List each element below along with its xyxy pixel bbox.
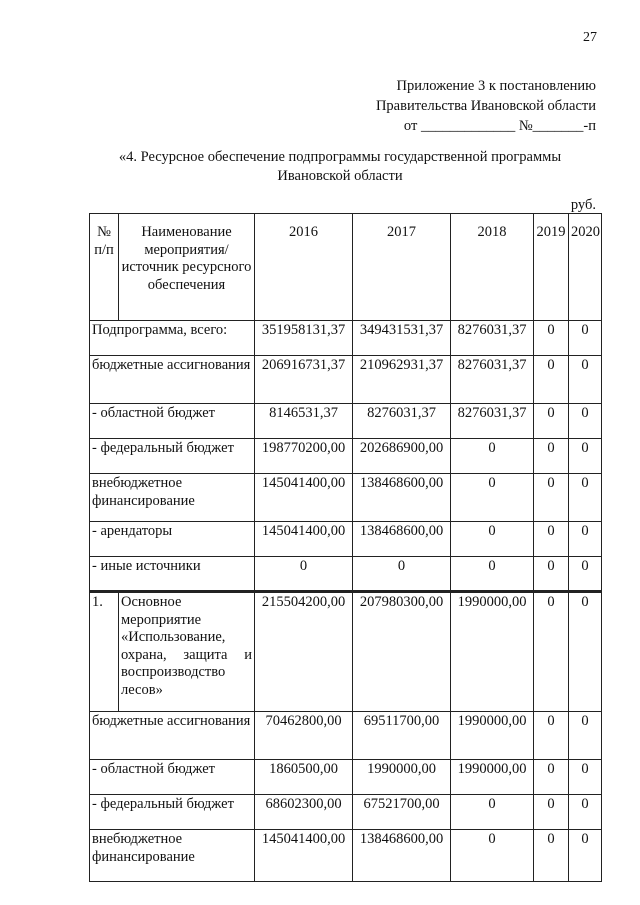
appendix-line-2: Правительства Ивановской области	[375, 98, 596, 114]
cell-2016: 145041400,00	[255, 522, 353, 557]
cell-2016: 0	[255, 557, 353, 592]
table-row	[90, 830, 602, 882]
document-title	[80, 148, 600, 186]
cell-2018: 0	[451, 439, 534, 474]
row-label: внебюджетное финансирование	[90, 474, 255, 522]
cell-2019: 0	[534, 522, 569, 557]
cell-2020: 0	[569, 830, 602, 882]
page-number: 27	[583, 30, 597, 45]
header-num: № п/п	[90, 214, 119, 321]
cell-2019: 0	[534, 760, 569, 795]
cell-2020: 0	[569, 321, 602, 356]
cell-2018: 0	[451, 522, 534, 557]
cell-2020: 0	[569, 795, 602, 830]
cell-2019: 0	[534, 404, 569, 439]
cell-2017: 138468600,00	[353, 830, 451, 882]
table-row	[90, 321, 602, 356]
table-row	[90, 356, 602, 404]
cell-2020: 0	[569, 712, 602, 760]
cell-2019: 0	[534, 474, 569, 522]
cell-2016: 351958131,37	[255, 321, 353, 356]
cell-2018: 0	[451, 474, 534, 522]
appendix-line-1: Приложение 3 к постановлению	[396, 78, 596, 94]
title-line-2: Ивановской области	[277, 168, 403, 184]
cell-2020: 0	[569, 474, 602, 522]
cell-2016: 206916731,37	[255, 356, 353, 404]
cell-2020: 0	[569, 404, 602, 439]
row-label: - арендаторы	[90, 522, 255, 557]
cell-2019: 0	[534, 592, 569, 712]
cell-2017: 69511700,00	[353, 712, 451, 760]
table-row	[90, 795, 602, 830]
cell-2016: 70462800,00	[255, 712, 353, 760]
table-row	[90, 404, 602, 439]
table-header-row	[90, 214, 602, 321]
cell-2019: 0	[534, 321, 569, 356]
cell-2020: 0	[569, 439, 602, 474]
cell-2019: 0	[534, 830, 569, 882]
cell-2017: 0	[353, 557, 451, 592]
table-row	[90, 712, 602, 760]
cell-2018: 8276031,37	[451, 404, 534, 439]
cell-2017: 67521700,00	[353, 795, 451, 830]
cell-2020: 0	[569, 557, 602, 592]
header-2016: 2016	[255, 214, 353, 321]
row-label: - федеральный бюджет	[90, 439, 255, 474]
cell-2017: 202686900,00	[353, 439, 451, 474]
row-label: внебюджетное финансирование	[90, 830, 255, 882]
title-line-1: «4. Ресурсное обеспечение подпрограммы государственной программы	[118, 149, 562, 165]
cell-2020: 0	[569, 356, 602, 404]
cell-2016: 145041400,00	[255, 474, 353, 522]
cell-2018: 1990000,00	[451, 592, 534, 712]
cell-2017: 138468600,00	[353, 522, 451, 557]
cell-2019: 0	[534, 712, 569, 760]
row-label: бюджетные ассигнования	[90, 356, 255, 404]
header-2019: 2019	[534, 214, 569, 321]
event-name: Основное мероприятие «Использование, охрана, защита и воспроизводство лесов»	[119, 592, 255, 712]
cell-2017: 349431531,37	[353, 321, 451, 356]
cell-2016: 68602300,00	[255, 795, 353, 830]
cell-2017: 8276031,37	[353, 404, 451, 439]
cell-2019: 0	[534, 439, 569, 474]
table-row	[90, 439, 602, 474]
cell-2020: 0	[569, 760, 602, 795]
cell-2018: 0	[451, 830, 534, 882]
budget-table	[89, 213, 602, 882]
cell-2020: 0	[569, 522, 602, 557]
table-row	[90, 474, 602, 522]
cell-2017: 138468600,00	[353, 474, 451, 522]
row-label: - областной бюджет	[90, 404, 255, 439]
cell-2016: 198770200,00	[255, 439, 353, 474]
header-2018: 2018	[451, 214, 534, 321]
header-2017: 2017	[353, 214, 451, 321]
header-name: Наименование мероприятия/ источник ресурсного обеспечения	[119, 214, 255, 321]
appendix-line-3: от _____________ №_______-п	[403, 118, 596, 134]
row-label: бюджетные ассигнования	[90, 712, 255, 760]
header-2020: 2020	[569, 214, 602, 321]
main-event-row	[90, 592, 602, 712]
cell-2017: 1990000,00	[353, 760, 451, 795]
cell-2018: 0	[451, 557, 534, 592]
row-label: - федеральный бюджет	[90, 795, 255, 830]
row-label: - областной бюджет	[90, 760, 255, 795]
cell-2016: 8146531,37	[255, 404, 353, 439]
cell-2019: 0	[534, 557, 569, 592]
appendix-block	[376, 76, 596, 136]
event-number: 1.	[90, 592, 119, 712]
cell-2016: 1860500,00	[255, 760, 353, 795]
cell-2017: 207980300,00	[353, 592, 451, 712]
cell-2019: 0	[534, 795, 569, 830]
cell-2019: 0	[534, 356, 569, 404]
cell-2018: 0	[451, 795, 534, 830]
cell-2017: 210962931,37	[353, 356, 451, 404]
cell-2020: 0	[569, 592, 602, 712]
cell-2018: 1990000,00	[451, 760, 534, 795]
table-row	[90, 760, 602, 795]
row-label: Подпрограмма, всего:	[90, 321, 255, 356]
currency-unit: руб.	[570, 197, 596, 213]
table-row	[90, 557, 602, 592]
cell-2018: 8276031,37	[451, 321, 534, 356]
cell-2016: 215504200,00	[255, 592, 353, 712]
table-row	[90, 522, 602, 557]
cell-2016: 145041400,00	[255, 830, 353, 882]
cell-2018: 8276031,37	[451, 356, 534, 404]
cell-2018: 1990000,00	[451, 712, 534, 760]
row-label: - иные источники	[90, 557, 255, 592]
